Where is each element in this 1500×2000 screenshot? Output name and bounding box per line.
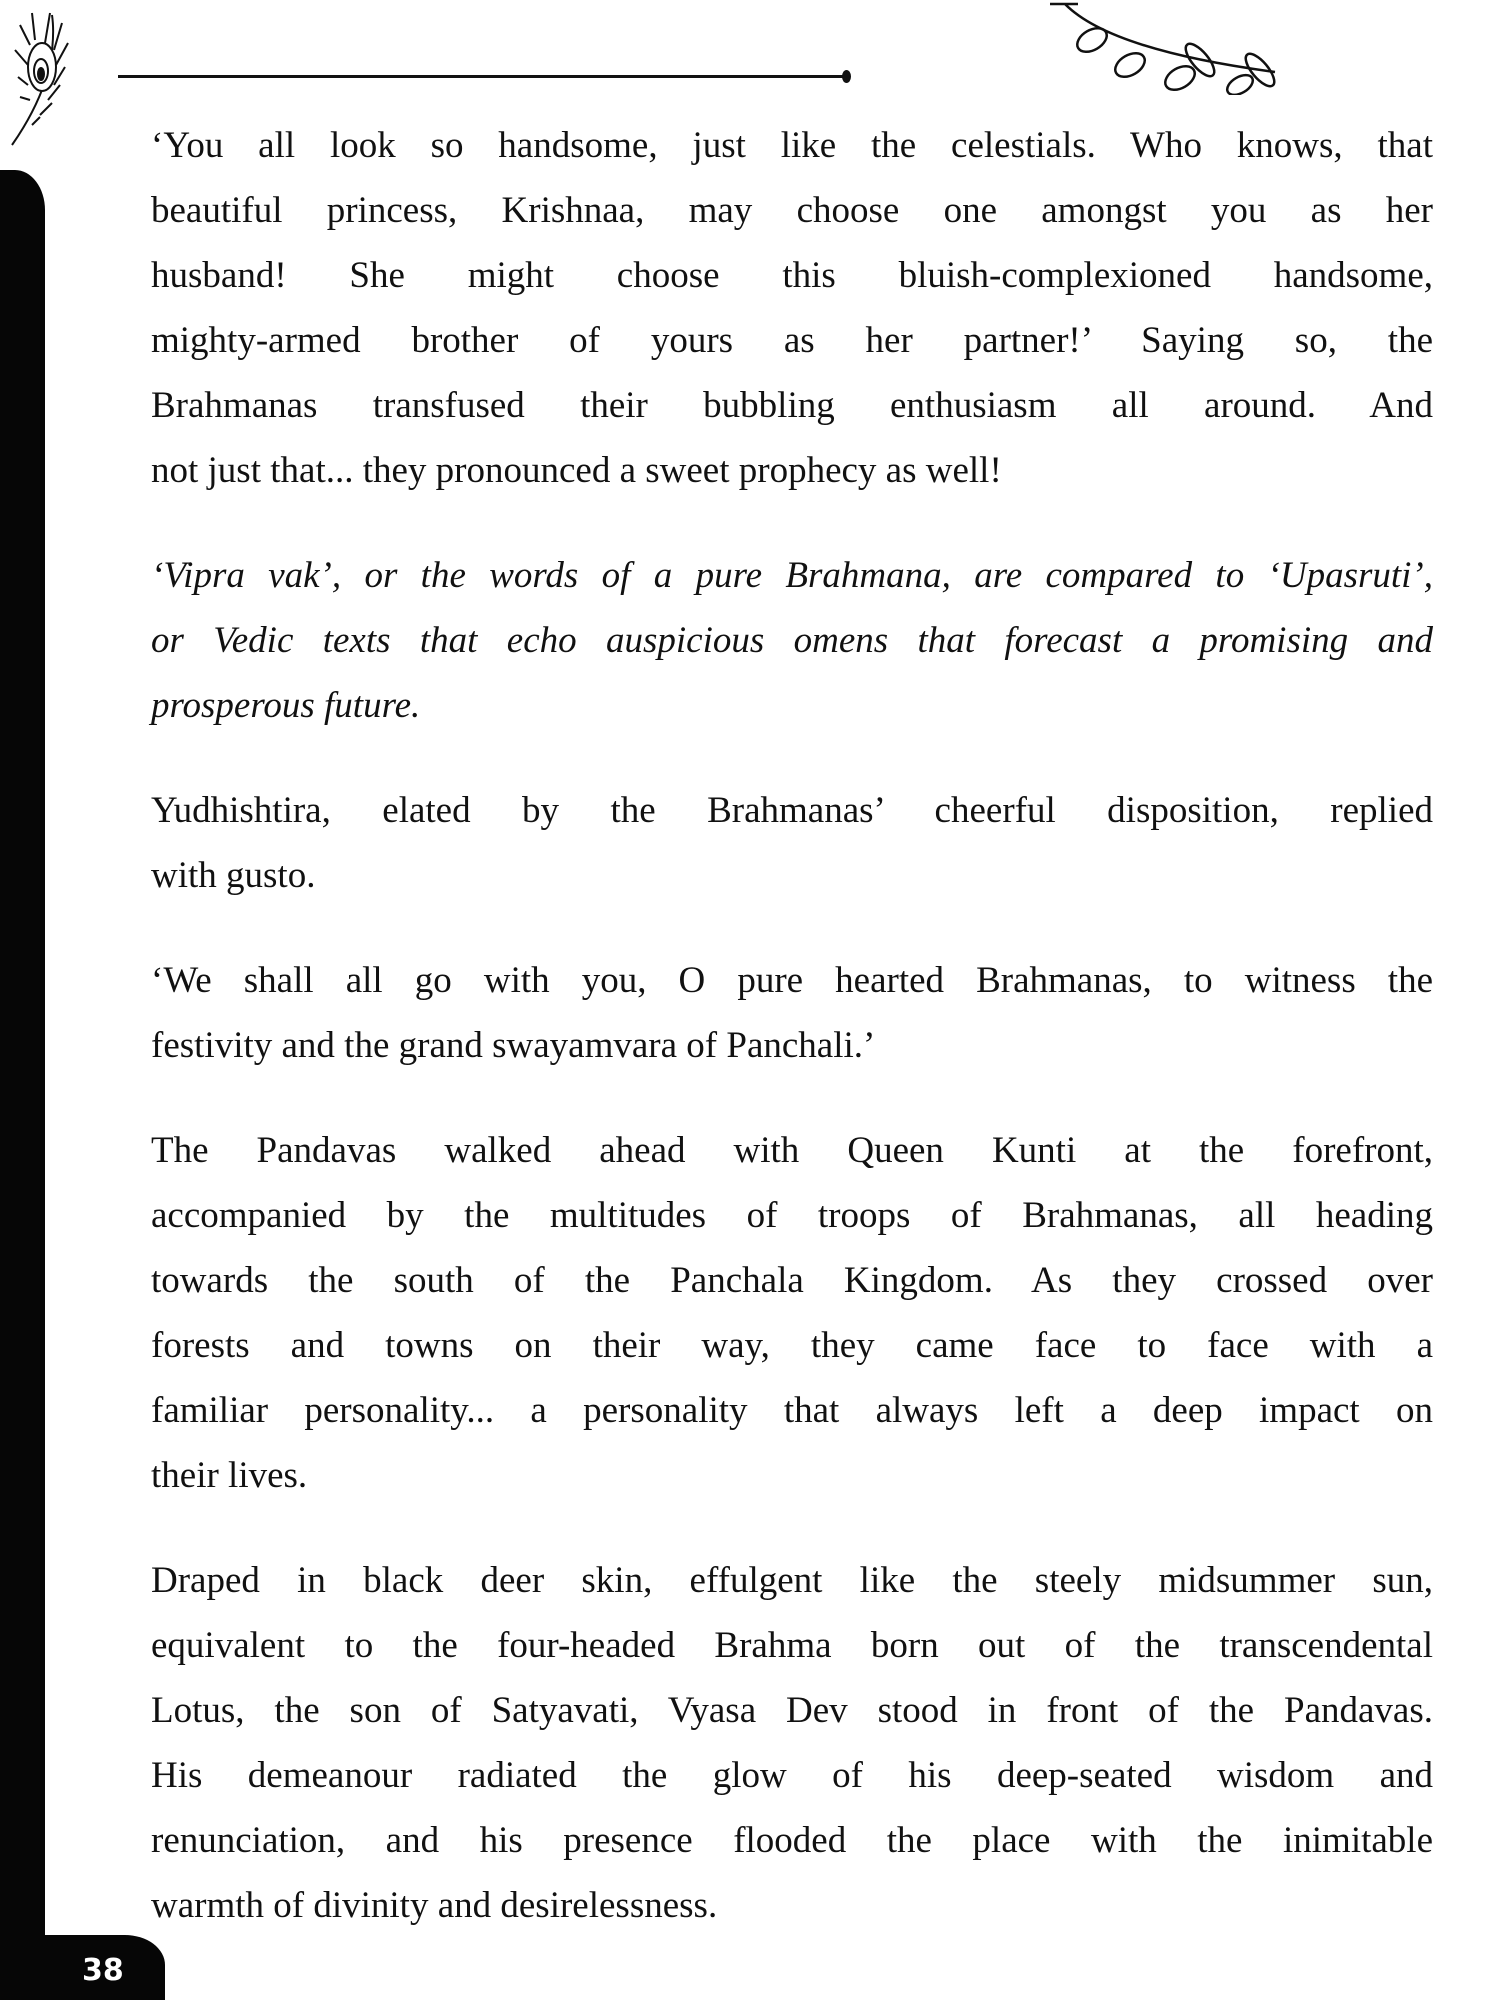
text-line: Lotus, the son of Satyavati, Vyasa Dev stood in front of the Pandavas. <box>151 1690 1433 1731</box>
text-line: Draped in black deer skin, effulgent like the steely midsummer sun, <box>151 1560 1433 1601</box>
text-line: forests and towns on their way, they came face to face with a <box>151 1325 1433 1366</box>
text-line: with gusto. <box>151 855 316 896</box>
page-number: 38 <box>82 1953 124 1988</box>
peacock-feather-icon <box>10 5 120 155</box>
text-line: ‘You all look so handsome, just like the celestials. Who knows, that <box>151 125 1433 166</box>
text-line: prosperous future. <box>151 685 421 726</box>
text-line: mighty-armed brother of yours as her partner!’ Saying so, the <box>151 320 1433 361</box>
text-line: accompanied by the multitudes of troops of Brahmanas, all heading <box>151 1195 1433 1236</box>
text-line: not just that... they pronounced a sweet prophecy as well! <box>151 450 1002 491</box>
text-line: husband! She might choose this bluish-complexioned handsome, <box>151 255 1433 296</box>
text-line: equivalent to the four-headed Brahma born out of the transcendental <box>151 1625 1433 1666</box>
text-line: Brahmanas transfused their bubbling enthusiasm all around. And <box>151 385 1433 426</box>
paragraph <box>151 113 1433 503</box>
text-line: their lives. <box>151 1455 308 1496</box>
page-edge-bar <box>0 170 45 2000</box>
text-line: renunciation, and his presence flooded the place with the inimitable <box>151 1820 1433 1861</box>
text-line: ‘We shall all go with you, O pure hearted Brahmanas, to witness the <box>151 960 1433 1001</box>
leaf-sprig-icon <box>1030 0 1290 95</box>
paragraph <box>151 1548 1433 1938</box>
header-rule <box>118 75 848 78</box>
text-line: Yudhishtira, elated by the Brahmanas’ cheerful disposition, replied <box>151 790 1433 831</box>
text-line: warmth of divinity and desirelessness. <box>151 1885 718 1926</box>
text-line: festivity and the grand swayamvara of Panchali.’ <box>151 1025 876 1066</box>
paragraph <box>151 948 1433 1078</box>
text-line: The Pandavas walked ahead with Queen Kunti at the forefront, <box>151 1130 1433 1171</box>
text-line: beautiful princess, Krishnaa, may choose one amongst you as her <box>151 190 1433 231</box>
text-line: ‘Vipra vak’, or the words of a pure Brahmana, are compared to ‘Upasruti’, <box>151 555 1433 596</box>
paragraph <box>151 1118 1433 1508</box>
italic-paragraph <box>151 543 1433 738</box>
text-line: towards the south of the Panchala Kingdom. As they crossed over <box>151 1260 1433 1301</box>
paragraph <box>151 778 1433 908</box>
header-rule-dot <box>842 70 851 83</box>
text-line: or Vedic texts that echo auspicious omens that forecast a promising and <box>151 620 1433 661</box>
text-line: His demeanour radiated the glow of his deep-seated wisdom and <box>151 1755 1433 1796</box>
body-text <box>151 113 1433 1978</box>
text-line: familiar personality... a personality that always left a deep impact on <box>151 1390 1433 1431</box>
